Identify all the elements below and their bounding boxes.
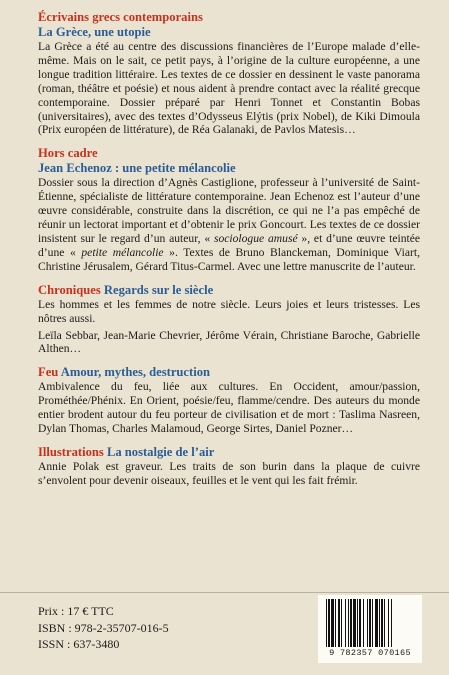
barcode-number: 9 782357 070165	[329, 648, 411, 658]
section-text: Ambivalence du feu, liée aux cultures. En Occident, amour/passion, Prométhée/Phénix. En Orient, poésie/feu, flamme/cendre. Des auteurs du monde entier brodent autour du feu porteur de civilisation et de mort : Taslima Nasreen, Dylan Thomas, Charles Malamoud, George Sirtes, Daniel Pozner…	[38, 380, 420, 436]
barcode-bar	[326, 599, 327, 647]
barcode-bar	[369, 599, 371, 647]
section-text	[38, 176, 420, 273]
barcode-bar	[353, 599, 356, 647]
isbn-text: ISBN : 978-2-35707-016-5	[38, 620, 169, 635]
section-hors-cadre	[38, 146, 420, 273]
barcode-bar	[381, 599, 383, 647]
barcode-bar	[379, 599, 380, 647]
section-authors: Leïla Sebbar, Jean-Marie Chevrier, Jérôme Vérain, Christiane Baroche, Gabrielle Althen…	[38, 328, 420, 356]
barcode-bar	[335, 599, 336, 647]
issn-text: ISSN : 637-3480	[38, 637, 120, 651]
section-illustrations	[38, 445, 420, 488]
barcode-bar	[328, 599, 330, 647]
section-feu	[38, 365, 420, 436]
barcode-bar	[388, 599, 389, 647]
section-subtitle: Amour, mythes, destruction	[60, 365, 211, 380]
barcode	[318, 595, 422, 663]
price-text: Prix : 17 € TTC	[38, 604, 114, 618]
section-text: La Grèce a été au centre des discussions financières de l’Europe malade d’elle-même. Mais on le sait, ce petit pays, à l’origine de la culture européenne, a une longue tradition littéraire. Les textes de ce dossier en dessinent le vaste panorama (roman, théâtre et poésie) et nous aident à prendre contact avec la réalité grecque contemporaine. Dossier préparé par Henri Tonnet et Constantin Bobas (universitaires), avec des textes d’Odysseus Elýtis (prix Nobel), de Kiki Dimoula (Prix européen de littérature), de Réa Galanaki, de Pavlos Matesis…	[38, 40, 420, 137]
barcode-bars	[326, 599, 416, 647]
section-title: Hors cadre	[38, 146, 98, 161]
section-chroniques	[38, 283, 420, 357]
section-greek-writers	[38, 10, 420, 137]
text-part: Dossier sous la direction d’Agnès Castiglione, professeur à l’université de Saint-Étienne, spécialiste de littérature contemporaine. Jean Echenoz est l’auteur d’une œuvre considérable, construite dans la discrétion, ce qui ne l’a pas empêché de réunir un lectorat important et d’obtenir le prix Goncourt. Les textes de ce dossier insistent sur le regard d’un auteur, «	[38, 176, 420, 245]
barcode-bar	[367, 599, 368, 647]
section-text: Annie Polak est graveur. Les traits de son burin dans la plaque de cuivre s’envolent pour devenir oiseaux, feuilles et le vent qui les fait frémir.	[38, 459, 420, 487]
section-heading	[38, 445, 420, 460]
section-text: Les hommes et les femmes de notre siècle. Leurs joies et leurs tristesses. Les nôtres aussi.	[38, 297, 420, 325]
barcode-bar	[391, 599, 392, 647]
barcode-bar	[372, 599, 373, 647]
section-heading	[38, 365, 420, 380]
barcode-bar	[375, 599, 378, 647]
barcode-bar	[341, 599, 342, 647]
italic-quote: petite mélancolie	[81, 245, 164, 259]
text-part: », et d’une œuvre teintée d’une «	[38, 231, 420, 259]
section-heading	[38, 283, 420, 298]
publication-meta	[38, 603, 169, 653]
barcode-bar	[357, 599, 358, 647]
section-title: Écrivains grecs contemporains	[38, 10, 203, 24]
barcode-bar	[345, 599, 346, 647]
barcode-bar	[359, 599, 361, 647]
section-subtitle: La nostalgie de l’air	[106, 444, 215, 459]
text-part: ». Textes de Bruno Blanckeman, Dominique Viart, Christine Jérusalem, Gérard Titus-Carmel. Avec une lettre manuscrite de l’auteur.	[38, 245, 420, 273]
section-label: Illustrations	[38, 444, 104, 459]
section-subtitle: Jean Echenoz : une petite mélancolie	[38, 161, 236, 176]
barcode-bar	[384, 599, 385, 647]
section-label: Feu	[38, 365, 59, 380]
section-subtitle: Regards sur le siècle	[103, 282, 214, 297]
section-subtitle: La Grèce, une utopie	[38, 25, 151, 39]
barcode-bar	[363, 599, 364, 647]
barcode-bar	[338, 599, 340, 647]
barcode-bar	[348, 599, 349, 647]
barcode-bar	[350, 599, 352, 647]
section-label: Chroniques	[38, 282, 101, 297]
contents-list	[38, 10, 420, 497]
barcode-bar	[331, 599, 334, 647]
italic-quote: sociologue amusé	[213, 231, 298, 245]
